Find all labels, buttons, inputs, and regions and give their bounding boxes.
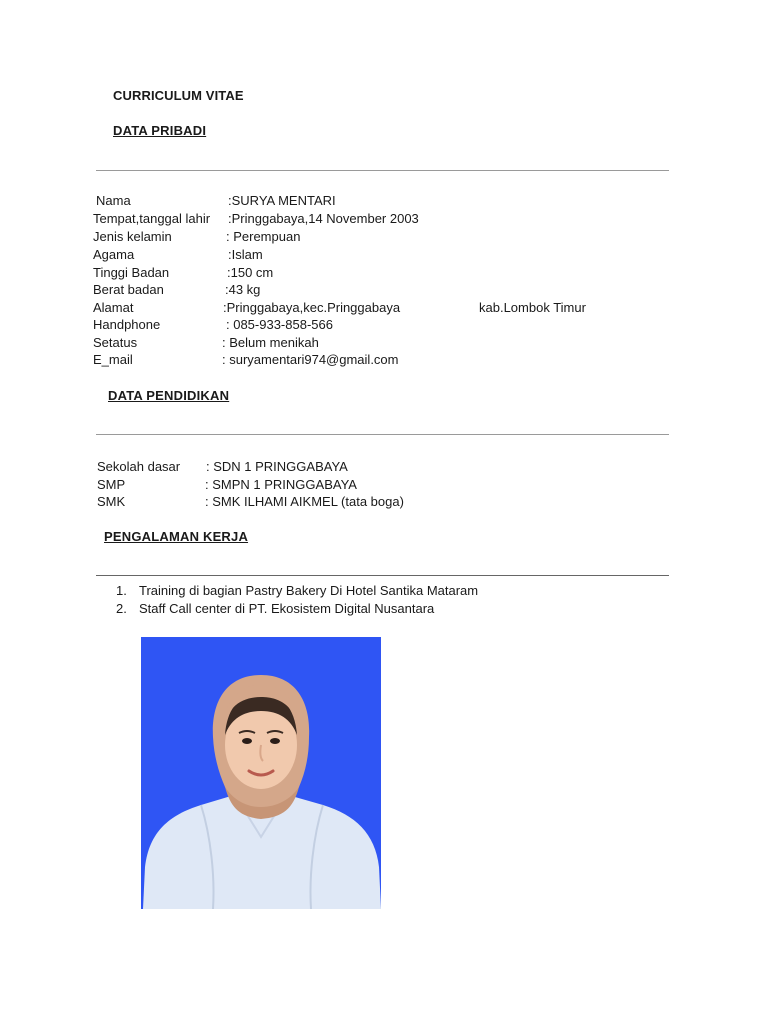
- field-label: Tempat,tanggal lahir: [93, 211, 211, 226]
- field-value: : Belum menikah: [222, 335, 319, 350]
- field-label: Handphone: [93, 317, 161, 332]
- portrait-illustration: [141, 637, 381, 909]
- divider-experience: [96, 575, 669, 576]
- field-value: : 085-933-858-566: [226, 317, 333, 332]
- field-value: :150 cm: [227, 265, 274, 280]
- section-heading-education: DATA PENDIDIKAN: [108, 388, 230, 403]
- field-value: : SMK ILHAMI AIKMEL (tata boga): [205, 494, 404, 509]
- divider-education: [96, 434, 669, 435]
- field-value: :SURYA MENTARI: [228, 193, 336, 208]
- field-label: Berat badan: [93, 282, 164, 297]
- divider-personal: [96, 170, 669, 171]
- field-label: Jenis kelamin: [93, 229, 172, 244]
- document-title: CURRICULUM VITAE: [113, 88, 244, 103]
- field-value: :43 kg: [225, 282, 261, 297]
- list-text: Training di bagian Pastry Bakery Di Hotel Santika Mataram: [139, 583, 479, 598]
- field-label: Alamat: [93, 300, 134, 315]
- field-label: SMP: [97, 477, 126, 492]
- field-value: : Perempuan: [226, 229, 301, 244]
- field-value: :Islam: [228, 247, 263, 262]
- field-label: Agama: [93, 247, 135, 262]
- field-value: :Pringgabaya,kec.Pringgabaya: [223, 300, 401, 315]
- section-heading-personal: DATA PRIBADI: [113, 123, 207, 138]
- list-number: 2.: [116, 601, 127, 616]
- field-label: Tinggi Badan: [93, 265, 170, 280]
- portrait-photo: [141, 637, 381, 909]
- list-text: Staff Call center di PT. Ekosistem Digital Nusantara: [139, 601, 435, 616]
- field-value: :Pringgabaya,14 November 2003: [228, 211, 419, 226]
- list-number: 1.: [116, 583, 127, 598]
- field-label: SMK: [97, 494, 126, 509]
- section-heading-experience: PENGALAMAN KERJA: [104, 529, 249, 544]
- field-value: : SDN 1 PRINGGABAYA: [206, 459, 348, 474]
- field-label: Sekolah dasar: [97, 459, 181, 474]
- field-value: : suryamentari974@gmail.com: [222, 352, 399, 367]
- field-value-extra: kab.Lombok Timur: [479, 300, 586, 315]
- field-label: E_mail: [93, 352, 133, 367]
- field-value: : SMPN 1 PRINGGABAYA: [205, 477, 357, 492]
- field-label: Setatus: [93, 335, 138, 350]
- field-label: Nama: [96, 193, 131, 208]
